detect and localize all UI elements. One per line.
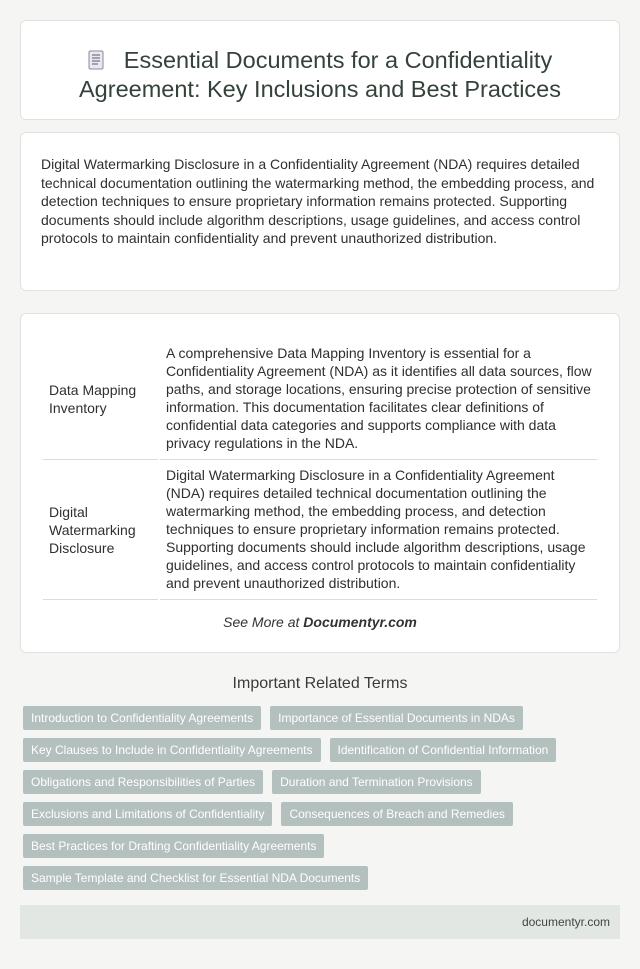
related-term-tag[interactable]: Duration and Termination Provisions bbox=[272, 770, 481, 794]
see-more bbox=[21, 614, 619, 630]
related-terms-title: Important Related Terms bbox=[232, 675, 408, 692]
related-terms-row bbox=[23, 834, 613, 858]
title-card bbox=[20, 20, 620, 120]
related-terms-row bbox=[23, 866, 613, 890]
terms-table-card bbox=[20, 313, 620, 653]
table-row bbox=[43, 460, 597, 600]
related-terms-row bbox=[23, 706, 613, 730]
term-cell: Digital Watermarking Disclosure bbox=[43, 460, 158, 600]
page-title-wrap bbox=[21, 46, 619, 104]
related-term-tag[interactable]: Obligations and Responsibilities of Parties bbox=[23, 770, 263, 794]
related-terms-row bbox=[23, 770, 613, 794]
terms-table bbox=[41, 338, 599, 600]
related-terms-row bbox=[23, 802, 613, 826]
related-term-tag[interactable]: Exclusions and Limitations of Confidentiality bbox=[23, 802, 272, 826]
see-more-prefix: See More at bbox=[223, 614, 304, 630]
document-icon bbox=[88, 48, 104, 68]
related-terms-row bbox=[23, 738, 613, 762]
related-terms-list bbox=[23, 706, 613, 898]
footer-site[interactable]: documentyr.com bbox=[521, 915, 610, 929]
description-cell: A comprehensive Data Mapping Inventory is essential for a Confidentiality Agreement (NDA) as it identifies all data sources, flow paths, and storage locations, ensuring precise protection of sensitive information. This documentation facilitates clear definitions of confidential data categories and supports compliance with data privacy regulations in the NDA. bbox=[160, 338, 597, 460]
related-term-tag[interactable]: Consequences of Breach and Remedies bbox=[281, 802, 512, 826]
description-cell: Digital Watermarking Disclosure in a Confidentiality Agreement (NDA) requires detailed technical documentation outlining the watermarking method, the embedding process, and detection techniques to ensure proprietary information remains protected. Supporting documents should include algorithm descriptions, usage guidelines, and access control protocols to maintain confidentiality and prevent unauthorized distribution. bbox=[160, 460, 597, 600]
see-more-link[interactable]: Documentyr.com bbox=[303, 614, 417, 630]
intro-card bbox=[20, 132, 620, 291]
related-term-tag[interactable]: Identification of Confidential Information bbox=[330, 738, 557, 762]
related-term-tag[interactable]: Key Clauses to Include in Confidentiality Agreements bbox=[23, 738, 321, 762]
page-title: Essential Documents for a Confidentiality Agreement: Key Inclusions and Best Practices bbox=[79, 47, 561, 102]
related-term-tag[interactable]: Sample Template and Checklist for Essential NDA Documents bbox=[23, 866, 368, 890]
table-row bbox=[43, 338, 597, 460]
related-term-tag[interactable]: Importance of Essential Documents in NDAs bbox=[270, 706, 523, 730]
related-term-tag[interactable]: Introduction to Confidentiality Agreements bbox=[23, 706, 261, 730]
footer bbox=[20, 905, 620, 939]
intro-paragraph: Digital Watermarking Disclosure in a Confidentiality Agreement (NDA) requires detailed technical documentation outlining the watermarking method, the embedding process, and detection techniques to ensure proprietary information remains protected. Supporting documents should include algorithm descriptions, usage guidelines, and access control protocols to maintain confidentiality and prevent unauthorized distribution. bbox=[41, 156, 595, 247]
term-cell: Data Mapping Inventory bbox=[43, 338, 158, 460]
related-term-tag[interactable]: Best Practices for Drafting Confidentiality Agreements bbox=[23, 834, 324, 858]
